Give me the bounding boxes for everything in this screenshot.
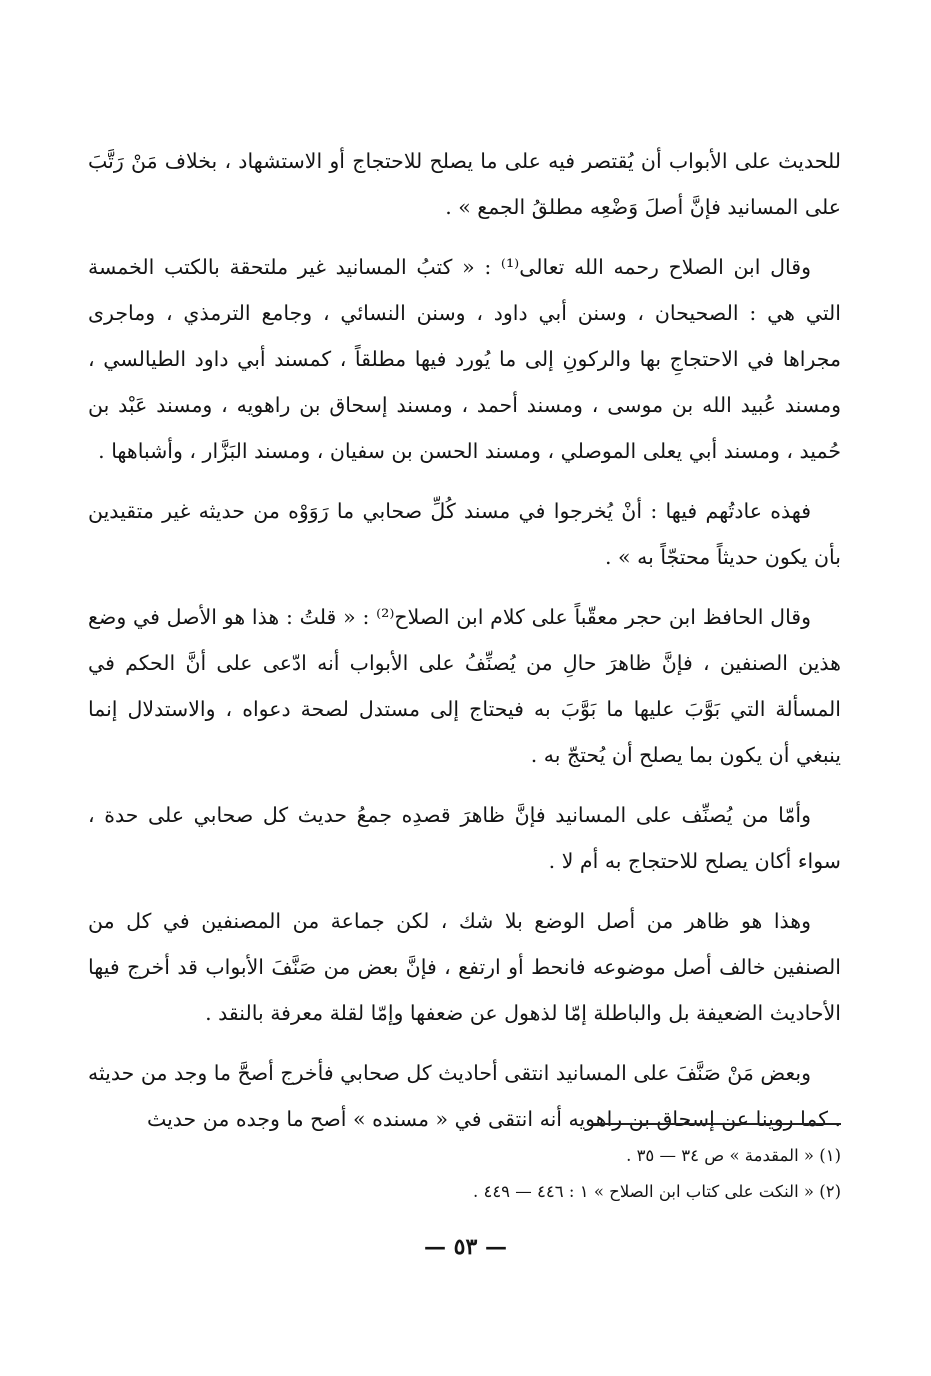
- paragraph-5: وأمّا من يُصنِّف على المسانيد فإنَّ ظاهرَ قصدِه جمعُ حديث كل صحابي على حدة ، سواء أكان يصلح للاحتجاج به أم لا .: [88, 803, 841, 873]
- paragraph-1: للحديث على الأبواب أن يُقتصر فيه على ما يصلح للاحتجاج أو الاستشهاد ، بخلاف مَنْ رَتَّبَ على المسانيد فإنَّ أصلَ وَضْعِه مطلقُ الجمع » .: [88, 149, 841, 219]
- page-body: [88, 138, 841, 1156]
- paragraph-3: فهذه عادتُهم فيها : أنْ يُخرجوا في مسند كُلِّ صحابي ما رَوَوْه من حديثه غير متقيدين بأن يكون حديثاً محتجّاً به » .: [88, 499, 841, 569]
- paragraph-4: وقال الحافظ ابن حجر معقّباً على كلام ابن الصلاح⁽²⁾ : « قلتُ : هذا هو الأصل في وضع هذين الصنفين ، فإنَّ ظاهرَ حالِ من يُصنِّفُ على الأبواب أنه ادّعى على أنَّ الحكم في المسألة التي بَوَّبَ عليها ما بَوَّبَ به فيحتاج إلى مستدل لصحة دعواه ، والاستدلال إنما ينبغي أن يكون بما يصلح أن يُحتجّ به .: [88, 605, 841, 767]
- paragraph-6: وهذا هو ظاهر من أصل الوضع بلا شك ، لكن جماعة من المصنفين في كل من الصنفين خالف أصل موضوعه فانحط أو ارتفع ، فإنَّ بعض من صَنَّفَ الأبواب قد أخرج فيها الأحاديث الضعيفة بل والباطلة إمّا لذهول عن ضعفها وإمّا لقلة معرفة بالنقد .: [88, 909, 841, 1025]
- footnote-1: (١) « المقدمة » ص ٣٤ — ٣٥ .: [626, 1146, 841, 1165]
- paragraph-2: وقال ابن الصلاح رحمه الله تعالى⁽¹⁾ : « كتبُ المسانيد غير ملتحقة بالكتب الخمسة التي هي : الصحيحان ، وسنن أبي داود ، وسنن النسائي ، وجامع الترمذي ، وماجرى مجراها في الاحتجاجِ بها والركونِ إلى ما يُورد فيها مطلقاً ، كمسند أبي داود الطيالسي ، ومسند عُبيد الله بن موسى ، ومسند أحمد ، ومسند إسحاق بن راهويه ، ومسند عَبْد بن حُميد ، ومسند أبي يعلى الموصلي ، ومسند الحسن بن سفيان ، ومسند البَزَّار ، وأشباهها .: [88, 255, 841, 463]
- footnote-2: (٢) « النكت على كتاب ابن الصلاح » ١ : ٤٤٦ — ٤٤٩ .: [472, 1182, 841, 1201]
- paragraph-7: وبعض مَنْ صَنَّفَ على المسانيد انتقى أحاديث كل صحابي فأخرج أصحَّ ما وجد من حديثه . كما روينا عن إسحاق بن راهويه أنه انتقى في « مسنده » أصح ما وجده من حديث: [88, 1061, 841, 1131]
- footnotes: [88, 1138, 841, 1210]
- page-number: — ٥٣ —: [424, 1234, 507, 1260]
- footnote-divider: [593, 1123, 841, 1125]
